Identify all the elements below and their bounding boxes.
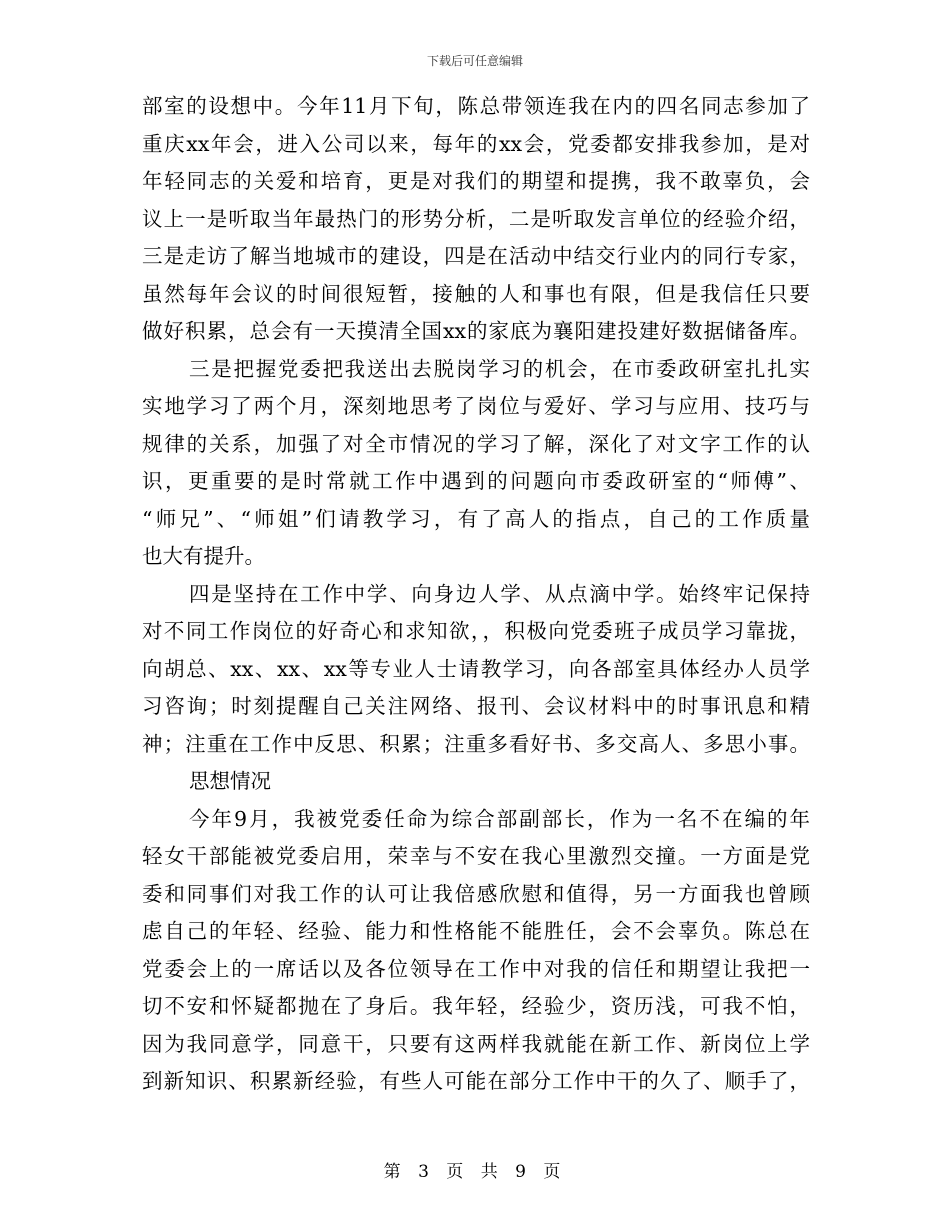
text-line: 神；注重在工作中反思、积累；注重多看好书、多交高人、多思小事。 [142, 731, 810, 756]
paragraph [142, 351, 810, 576]
text-line: 议上一是听取当年最热门的形势分析，二是听取发言单位的经验介绍， [142, 206, 810, 231]
text-line: 委和同事们对我工作的认可让我倍感欣慰和值得，另一方面我也曾顾 [142, 881, 810, 906]
text-line: 向胡总、xx、xx、xx等专业人士请教学习，向各部室具体经办人员学 [142, 656, 810, 681]
text-line: 做好积累，总会有一天摸清全国xx的家底为襄阳建投建好数据储备库。 [142, 319, 810, 343]
text-line: 识，更重要的是时常就工作中遇到的问题向市委政研室的“师傅”、 [142, 469, 810, 493]
text-line: 实地学习了两个月，深刻地思考了岗位与爱好、学习与应用、技巧与 [142, 394, 810, 418]
text-line: 今年9月，我被党委任命为综合部副部长，作为一名不在编的年 [189, 806, 810, 831]
text-line: 部室的设想中。今年11月下旬，陈总带领连我在内的四名同志参加了 [142, 94, 810, 118]
text-line: 轻女干部能被党委启用，荣幸与不安在我心里激烈交撞。一方面是党 [142, 844, 810, 868]
text-line: 因为我同意学，同意干，只要有这两样我就能在新工作、新岗位上学 [142, 1031, 810, 1056]
paragraph [142, 576, 810, 764]
text-line: 三是走访了解当地城市的建设，四是在活动中结交行业内的同行专家， [142, 244, 810, 268]
text-line: 重庆xx年会，进入公司以来，每年的xx会，党委都安排我参加，是对 [142, 131, 810, 156]
text-line: 思想情况 [189, 769, 271, 793]
paragraph [142, 88, 810, 351]
text-line: 到新知识、积累新经验，有些人可能在部分工作中干的久了、顺手了， [142, 1069, 810, 1093]
text-line: 党委会上的一席话以及各位领导在工作中对我的信任和期望让我把一 [142, 956, 810, 981]
text-line: 规律的关系，加强了对全市情况的学习了解，深化了对文字工作的认 [142, 431, 810, 456]
page-footer: 第 3 页 共 9 页 [383, 1162, 567, 1182]
text-line: 虑自己的年轻、经验、能力和性格能不能胜任，会不会辜负。陈总在 [142, 919, 810, 943]
text-line: 年轻同志的关爱和培育，更是对我们的期望和提携，我不敢辜负，会 [142, 169, 810, 193]
text-line: 对不同工作岗位的好奇心和求知欲，，积极向党委班子成员学习靠拢， [142, 619, 810, 643]
text-line: 也大有提升。 [142, 544, 265, 568]
text-line: “师兄”、“师姐”们请教学习，有了高人的指点，自己的工作质量 [142, 506, 810, 531]
text-line: 切不安和怀疑都抛在了身后。我年轻，经验少，资历浅，可我不怕， [142, 994, 810, 1018]
page-header: 下载后可任意编辑 [426, 54, 523, 68]
text-line: 虽然每年会议的时间很短暂，接触的人和事也有限，但是我信任只要 [142, 281, 810, 306]
text-line: 四是坚持在工作中学、向身边人学、从点滴中学。始终牢记保持 [189, 581, 810, 606]
section-heading [142, 763, 810, 801]
text-line: 习咨询；时刻提醒自己关注网络、报刊、会议材料中的时事讯息和精 [142, 694, 810, 718]
document-body [142, 88, 810, 1101]
text-line: 三是把握党委把我送出去脱岗学习的机会，在市委政研室扎扎实 [189, 356, 810, 381]
paragraph [142, 801, 810, 1101]
